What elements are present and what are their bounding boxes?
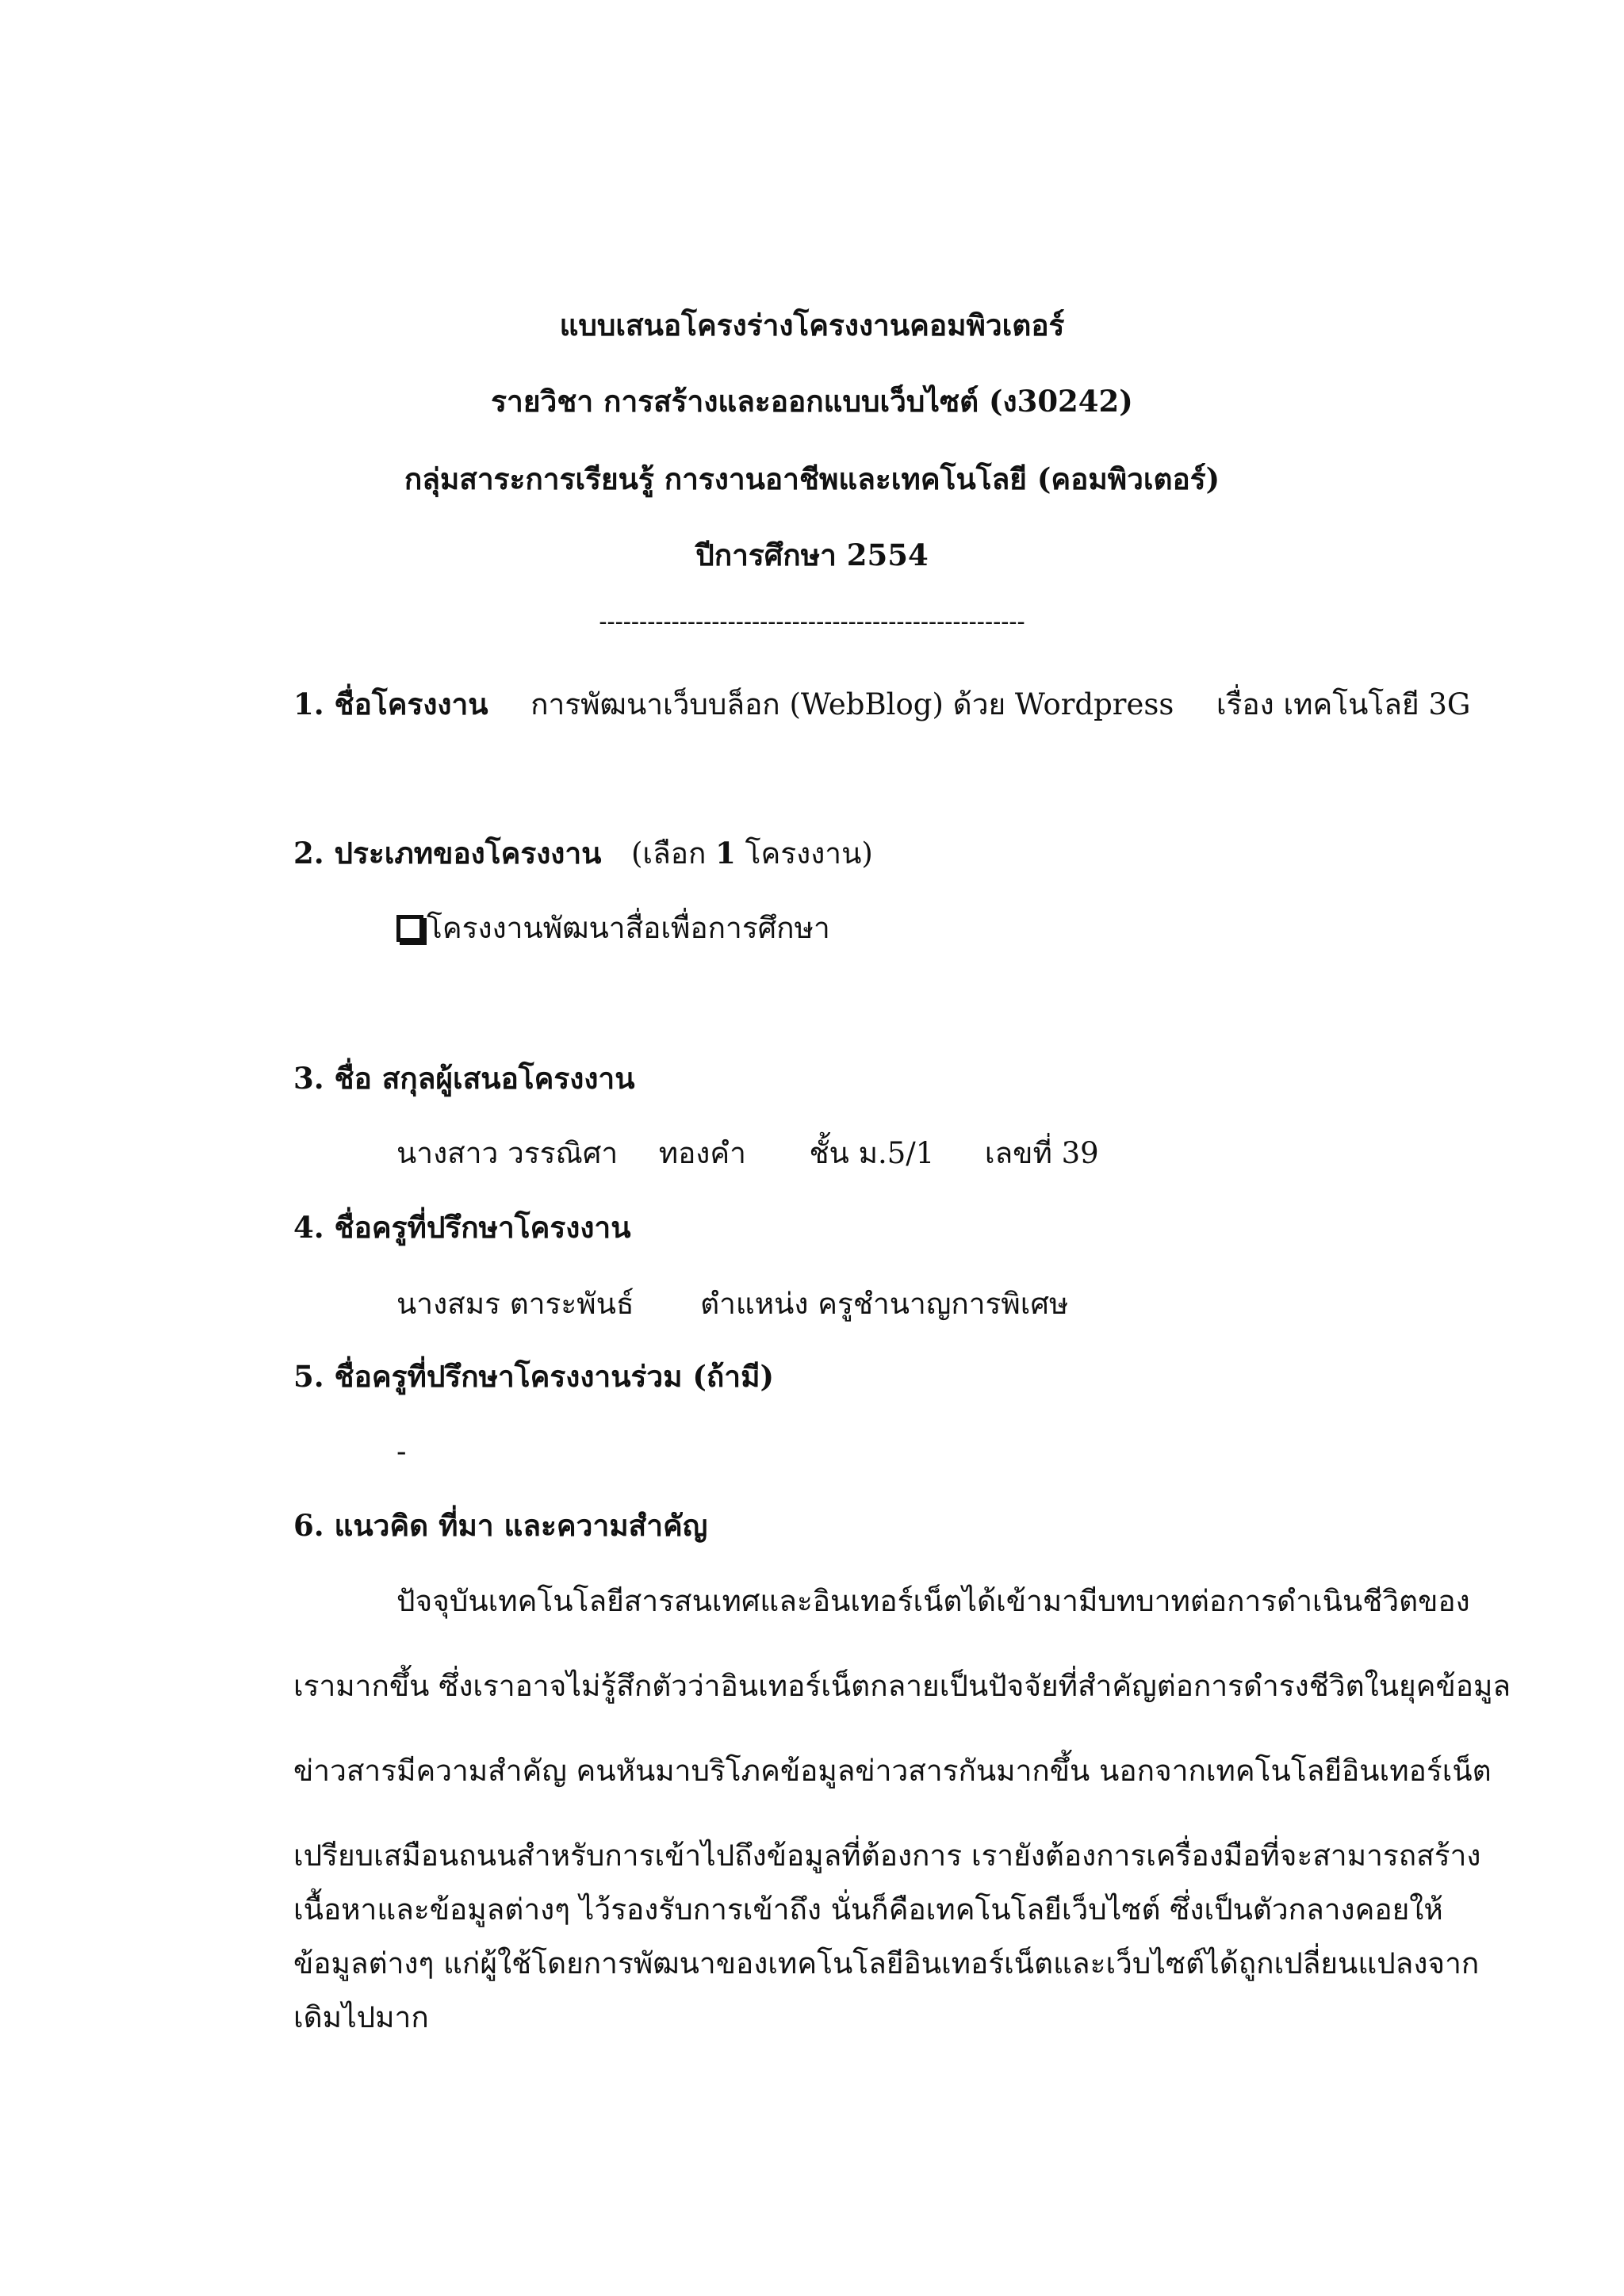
advisor-name: นางสมร ตาระพันธ์ <box>396 1287 634 1321</box>
section-2-heading: 2. ประเภทของโครงงาน <box>293 836 602 871</box>
academic-year-line: ปีการศึกษา 2554 <box>695 538 929 572</box>
section-5-heading: 5. ชื่อครูที่ปรึกษาโครงงานร่วม (ถ้ามี) <box>293 1359 774 1394</box>
section-2 <box>293 836 873 871</box>
paragraph-line: เรามากขึ้น ซึ่งเราอาจไม่รู้สึกตัวว่าอินเทอร์เน็ตกลายเป็นปัจจัยที่สำคัญต่อการดำรงชีวิตในยุคข้อมูล <box>293 1669 1511 1703</box>
project-topic: เรื่อง เทคโนโลยี 3G <box>1216 687 1471 721</box>
checkbox-icon <box>396 915 423 942</box>
paragraph-line: เนื้อหาและข้อมูลต่างๆ ไว้รองรับการเข้าถึง นั่นก็คือเทคโนโลยีเว็บไซต์ ซึ่งเป็นตัวกลางคอยให้ <box>293 1892 1443 1927</box>
learning-group-line: กลุ่มสาระการเรียนรู้ การงานอาชีพและเทคโนโลยี (คอมพิวเตอร์) <box>404 461 1220 496</box>
paragraph-line: ปัจจุบันเทคโนโลยีสารสนเทศและอินเทอร์เน็ตได้เข้ามามีบทบาทต่อการดำเนินชีวิตของ <box>396 1584 1470 1618</box>
presenter-surname: ทองคำ <box>658 1136 746 1170</box>
paragraph-line: ข่าวสารมีความสำคัญ คนหันมาบริโภคข้อมูลข่าวสารกันมากขึ้น นอกจากเทคโนโลยีอินเทอร์เน็ต <box>293 1754 1492 1788</box>
section-4-heading: 4. ชื่อครูที่ปรึกษาโครงงาน <box>293 1210 631 1245</box>
section-2-note-suffix: โครงงาน) <box>745 836 873 871</box>
paragraph-line: ข้อมูลต่างๆ แก่ผู้ใช้โดยการพัฒนาของเทคโนโลยีอินเทอร์เน็ตและเว็บไซต์ได้ถูกเปลี่ยนแปลงจาก <box>293 1946 1480 1980</box>
section-6-paragraph <box>293 1559 1511 2034</box>
presenter-name: นางสาว วรรณิศา <box>396 1136 619 1170</box>
section-1-heading: 1. ชื่อโครงงาน <box>293 687 488 721</box>
advisor-position: ตำแหน่ง ครูชำนาญการพิเศษ <box>700 1287 1069 1321</box>
section-6-heading: 6. แนวคิด ที่มา และความสำคัญ <box>293 1508 708 1543</box>
separator-line: ----------------------------------------------------- <box>599 608 1025 636</box>
paragraph-line: เปรียบเสมือนถนนสำหรับการเข้าไปถึงข้อมูลที่ต้องการ เรายังต้องการเครื่องมือที่จะสามารถสร้าง <box>293 1839 1481 1873</box>
presenter-info <box>396 1138 1099 1168</box>
document-title: แบบเสนอโครงร่างโครงงานคอมพิวเตอร์ <box>559 308 1065 342</box>
section-2-note-number: 1 <box>715 836 736 871</box>
paragraph-line: เดิมไปมาก <box>293 2000 429 2034</box>
project-type-option <box>396 913 830 943</box>
advisor-info <box>396 1287 1069 1321</box>
project-name: การพัฒนาเว็บบล็อก (WebBlog) ด้วย Wordpress <box>530 687 1174 721</box>
project-type-option-label: โครงงานพัฒนาสื่อเพื่อการศึกษา <box>427 911 830 945</box>
section-3-heading: 3. ชื่อ สกุลผู้เสนอโครงงาน <box>293 1061 635 1096</box>
subject-line: รายวิชา การสร้างและออกแบบเว็บไซต์ (ง30242) <box>491 384 1133 419</box>
section-2-note-prefix: (เลือก <box>630 836 707 871</box>
presenter-number: เลขที่ 39 <box>984 1136 1099 1170</box>
co-advisor-value: - <box>396 1434 407 1468</box>
presenter-class: ชั้น ม.5/1 <box>809 1136 935 1170</box>
section-1 <box>293 687 1471 721</box>
